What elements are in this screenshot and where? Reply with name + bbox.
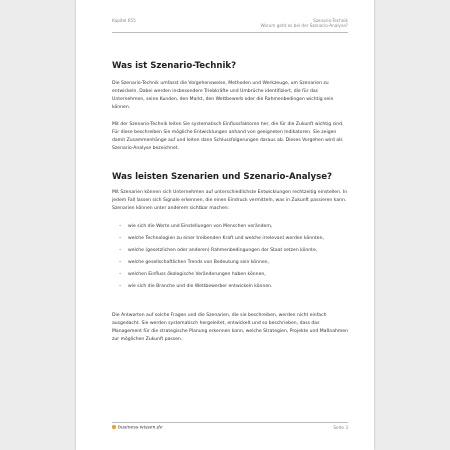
list-item bbox=[112, 247, 348, 255]
section1-paragraph-2: Mit der Szenario-Technik leiten Sie systematisch Einflussfaktoren her, die für die Zukunft wichtig sind. Für diese beschreiben Sie mögliche Entwicklungen anhand von geeigneten Indikatoren. Sie zeigen damit Zusammenhänge auf und leiten dann Schlussfolgerungen daraus ab. Dieses Vorgehen wird als Szenario-Analyse bezeichnet. bbox=[112, 122, 344, 151]
list-item-text: welche Technologien zu einer treibenden Kraft und welche irrelevant werden könnten, bbox=[128, 236, 324, 242]
footer-logo bbox=[112, 425, 163, 431]
section1-paragraph-1: Die Szenario-Technik umfasst die Vorgehensweise, Methoden und Werkzeuge, um Szenarien zu entwickeln. Dabei werden insbesondere Triebkräfte und Umbrüche identifiziert, die für das Unternehmen, seine Kunden, den Markt, den Wettbewerb oder die Rahmenbedingen wichtig sein können. bbox=[112, 81, 334, 110]
list-item-text: welche gesellschaftlichen Trends von Bedeutung sein können, bbox=[128, 260, 269, 266]
list-item bbox=[112, 271, 348, 279]
header-chapter: Kapitel 655 bbox=[112, 18, 136, 23]
header-title bbox=[260, 18, 348, 28]
section2-outro: Die Antworten auf solche Fragen und die Szenarien, die sie beschreiben, werden nicht einfach ausgedacht. Sie werden systematisch hergeleitet, entwickelt und so beschrieben, dass das Management für die strategische Planung erkennen kann, welche Strategien, Projekte und Maßnahmen zur möglichen Zukunft passen. bbox=[112, 313, 348, 342]
header-title-line1: Szenario-Technik bbox=[313, 18, 348, 23]
bullet-dash: – bbox=[119, 284, 122, 290]
list-item bbox=[112, 283, 348, 291]
bullet-dash: – bbox=[119, 224, 122, 229]
section2-intro: Mit Szenarien können sich Unternehmen auf unterschiedlichste Entwicklungen rechtzeitig einstellen. In jedem Fall lassen sich Signale erkennen, die einen Eindruck vermitteln, was in Zukunft passieren kann. Szenarien können unter anderem sichtbar machen: bbox=[112, 190, 348, 211]
list-item bbox=[112, 235, 348, 243]
section1-heading: Was ist Szenario-Technik? bbox=[112, 61, 237, 71]
footer-divider bbox=[112, 422, 348, 423]
list-item-text: welchen Einfluss ökologische Veränderungen haben können, bbox=[128, 272, 266, 278]
header-title-line2: Worum geht es bei der Szenario-Analyse? bbox=[260, 23, 348, 28]
section2-heading: Was leisten Szenarien und Szenario-Analyse? bbox=[112, 172, 333, 182]
header-divider bbox=[112, 32, 348, 33]
bullet-dash: – bbox=[119, 236, 122, 242]
list-item-text: wie sich die Branche und die Wettbewerber entwickeln können. bbox=[128, 284, 273, 290]
list-item bbox=[112, 259, 348, 267]
logo-dot-icon bbox=[112, 425, 116, 429]
footer-logo-text: business-wissen.de bbox=[118, 425, 163, 431]
list-item-text: wie sich die Werte und Einstellungen von Menschen verändern, bbox=[128, 224, 273, 229]
list-item-text: welche (gesetzlichen oder anderen) Rahmenbedingungen der Staat setzen könnte, bbox=[128, 248, 318, 254]
document-page bbox=[76, 0, 374, 450]
bullet-dash: – bbox=[119, 272, 122, 278]
list-item bbox=[112, 223, 348, 231]
section2-bullet-list bbox=[112, 223, 348, 296]
footer-page-number: Seite 3 bbox=[333, 425, 348, 430]
bullet-dash: – bbox=[119, 248, 122, 254]
bullet-dash: – bbox=[119, 260, 122, 266]
